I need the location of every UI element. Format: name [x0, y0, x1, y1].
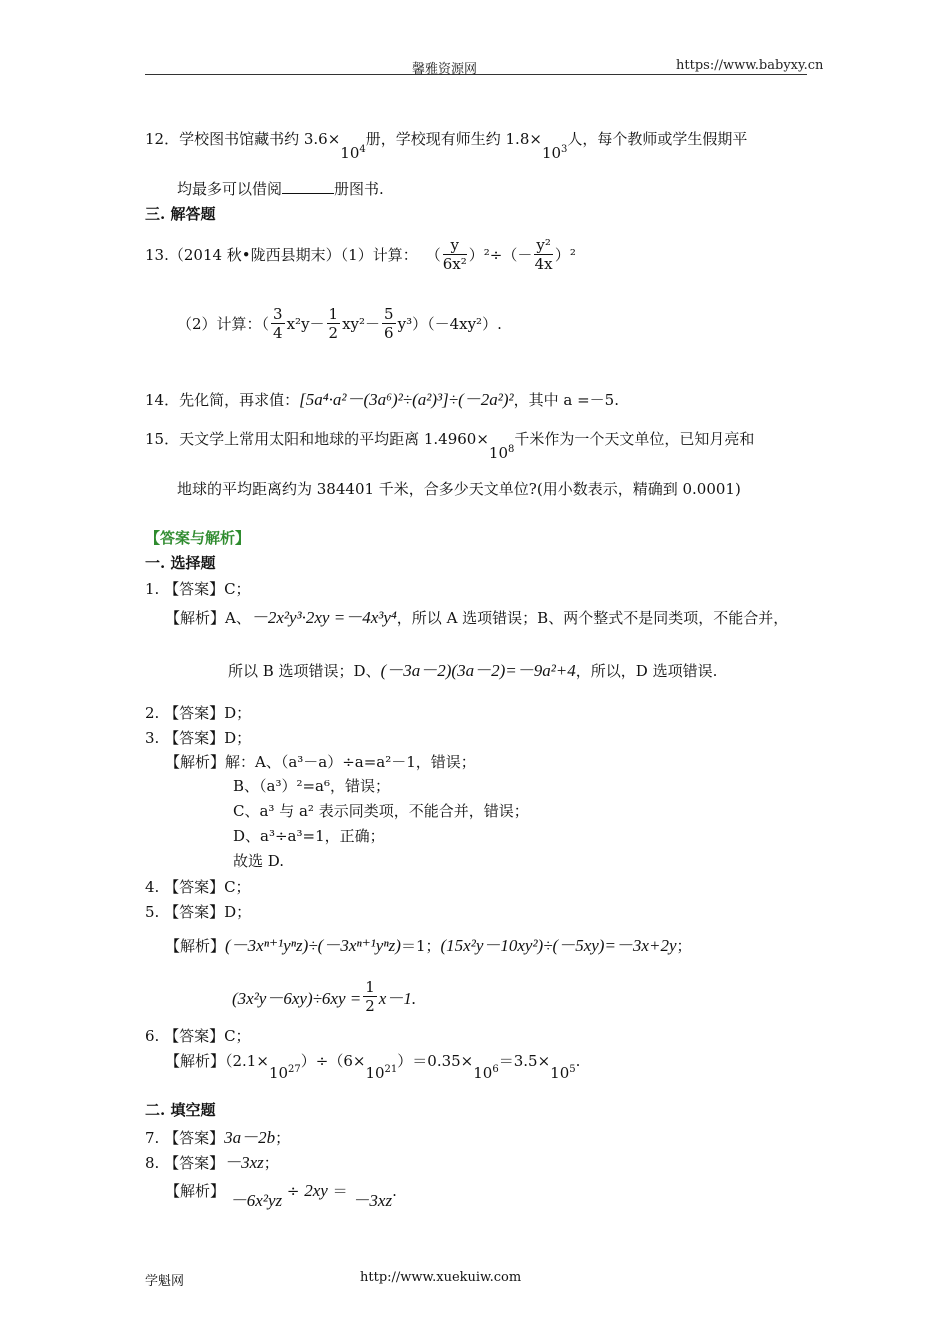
answer-1-explanation	[165, 603, 788, 628]
q13-f1-den: 6x²	[442, 255, 467, 273]
a8-label: 8. 【答案】	[145, 1154, 225, 1172]
answer-6-exp	[165, 1050, 581, 1082]
q13-end: ）²	[554, 246, 576, 264]
a6-p1-exp: 27	[288, 1064, 301, 1075]
a7-end: ；	[275, 1129, 291, 1147]
answer-5: 5. 【答案】D；	[145, 903, 252, 921]
answer-5-exp-2	[232, 978, 416, 1015]
q13-g1-num: 3	[273, 305, 283, 323]
question-12	[145, 128, 748, 162]
q13-g3-den: 6	[384, 324, 394, 342]
a1-line2-math: (－3a－2)(3a－2)=－9a²+4	[380, 661, 576, 680]
q14-tail: ，其中 a =－5.	[513, 391, 619, 409]
question-15-line2: 地球的平均距离约为 384401 千米，合多少天文单位?(用小数表示，精确到 0.0001)	[177, 480, 741, 498]
a7-math: 3a－2b	[224, 1128, 276, 1147]
a8-exp-eq: ＝	[332, 1182, 348, 1200]
answer-blank[interactable]	[282, 181, 334, 194]
answer-7	[145, 1123, 290, 1148]
a1-exp-label: 【解析】A、	[165, 609, 251, 627]
q13-f2-num: y²	[536, 236, 551, 254]
a6-p1: 10	[268, 1064, 289, 1082]
q13-t3: y³）（－4xy²）.	[397, 315, 502, 333]
a5-line2-math: (3x²y－6xy)÷6xy =	[232, 989, 362, 1008]
q15-text-a: 15．天文学上常用太阳和地球的平均距离 1.4960×	[145, 430, 489, 448]
q12-line2-a: 均最多可以借阅	[177, 180, 283, 198]
q13-g1-den: 4	[273, 324, 283, 342]
answer-1-explanation-2	[228, 656, 717, 681]
question-13	[145, 236, 576, 273]
q13-g3-num: 5	[384, 305, 394, 323]
q14-expression: [5a⁴·a²－(3a⁶)²÷(a²)³]÷(－2a²)²	[299, 390, 514, 409]
section-2-title: 二. 填空题	[145, 1101, 216, 1119]
a8-exp-label: 【解析】	[165, 1182, 226, 1200]
a8-exp-math3: －3xz	[352, 1191, 393, 1210]
answer-3-exp-3: C、a³ 与 a² 表示同类项，不能合并，错误；	[233, 802, 529, 820]
footer-left: 学魁网	[145, 1274, 185, 1289]
section-3-title: 三. 解答题	[145, 205, 216, 223]
q12-power-exp: 4	[359, 144, 366, 155]
header-rule	[145, 74, 807, 75]
a5-math-2: (15x²y－10xy²)÷(－5xy)=－3x+2y	[440, 936, 677, 955]
q13-f1-num: y	[443, 236, 467, 255]
footer-url[interactable]: http://www.xuekuiw.com	[360, 1270, 522, 1285]
q13-paren: （	[425, 246, 441, 264]
a8-end: ；	[263, 1154, 279, 1172]
a5-fraction	[363, 978, 377, 1015]
answer-3-exp-5: 故选 D.	[233, 852, 285, 870]
a6-p2-exp: 21	[384, 1064, 398, 1075]
a6-t2: ）÷（6×	[300, 1052, 366, 1070]
a8-exp-div: ÷	[286, 1182, 300, 1200]
q12-power-base: 10	[340, 144, 360, 162]
a6-p3: 10	[473, 1064, 493, 1082]
q15-text-c: 千米作为一个天文单位，已知月亮和	[514, 430, 755, 448]
a8-exp-math2: 2xy	[304, 1181, 328, 1200]
a8-math: －3xz	[224, 1153, 264, 1172]
answer-4: 4. 【答案】C；	[145, 878, 251, 896]
q13-f2-den: 4x	[534, 255, 553, 273]
a5-exp-label: 【解析】	[165, 937, 226, 955]
answer-1: 1. 【答案】C；	[145, 580, 251, 598]
question-12-line2	[177, 178, 384, 199]
q13-g3	[382, 305, 396, 342]
a5-frac-den: 2	[365, 997, 375, 1015]
question-14	[145, 385, 619, 410]
a5-math-1: (－3xⁿ⁺¹yⁿz)÷(－3xⁿ⁺¹yⁿz)	[225, 936, 401, 955]
q12-power2-exp: 3	[561, 144, 568, 155]
q13-label: 13.（2014 秋•陇西县期末）（1）计算：	[145, 246, 418, 264]
q13-t1: x²y－	[286, 315, 325, 333]
q12-text-a: 12．学校图书馆藏书约 3.6×	[145, 130, 341, 148]
answer-3: 3. 【答案】D；	[145, 729, 252, 747]
a5-line2-tail: x－1.	[378, 989, 417, 1008]
answer-6: 6. 【答案】C；	[145, 1027, 251, 1045]
q14-label: 14．先化简，再求值：	[145, 391, 300, 409]
q13-fraction-2	[534, 236, 553, 273]
q13-fraction-1	[443, 236, 467, 273]
header-url[interactable]: https://www.babyxy.cn	[676, 58, 824, 73]
a7-label: 7. 【答案】	[145, 1129, 225, 1147]
a6-p2: 10	[365, 1064, 385, 1082]
q13-g2-den: 2	[328, 324, 339, 342]
section-1-title: 一. 选择题	[145, 554, 216, 572]
a6-p3-exp: 6	[492, 1064, 499, 1075]
q12-text-e: 人，每个教师或学生假期平	[567, 130, 748, 148]
answer-8-exp	[165, 1176, 397, 1210]
a8-exp-math1: －6x²yz	[229, 1191, 283, 1210]
a1-exp-tail: ，所以 A 选项错误；B、两个整式不是同类项，不能合并，	[396, 609, 789, 627]
q13-t2: xy²－	[342, 315, 381, 333]
answers-title: 【答案与解析】	[145, 529, 251, 547]
q13-g2-num: 1	[328, 305, 339, 323]
q12-line2-b: 册图书.	[334, 180, 384, 198]
q13-g1	[271, 305, 285, 342]
a6-p4-exp: 5	[569, 1064, 576, 1075]
header-site-name: 馨雅资源网	[412, 62, 478, 77]
a5-eq: ＝1；	[400, 937, 441, 955]
q13-op: ）²÷（－	[468, 246, 533, 264]
a1-exp-math: －2x²y³·2xy =－4x³y⁴	[250, 608, 397, 627]
a6-t1: 【解析】（2.1×	[165, 1052, 269, 1070]
q15-power-exp: 8	[508, 444, 515, 455]
a5-end: ；	[676, 937, 692, 955]
answer-3-exp-2: B、（a³）²=a⁶，错误；	[233, 777, 391, 795]
a5-frac-num: 1	[365, 978, 375, 996]
answer-3-exp-4: D、a³÷a³=1，正确；	[233, 827, 385, 845]
a6-p4: 10	[550, 1064, 570, 1082]
answer-2: 2. 【答案】D；	[145, 704, 252, 722]
a1-line2-b: ，所以，D 选项错误.	[575, 662, 718, 680]
q15-power-base: 10	[488, 444, 509, 462]
a1-line2-a: 所以 B 选项错误；D、	[228, 662, 381, 680]
question-13-part2	[177, 305, 502, 342]
a6-t3: ）＝0.35×	[397, 1052, 474, 1070]
q12-text-c: 册，学校现有师生约 1.8×	[365, 130, 542, 148]
answer-3-exp-1: 【解析】解：A、（a³－a）÷a=a²－1，错误；	[165, 753, 476, 771]
question-15	[145, 428, 755, 462]
answer-5-exp-1	[165, 931, 692, 956]
a8-exp-end: .	[392, 1182, 397, 1200]
answer-8	[145, 1148, 279, 1173]
a6-t4: ＝3.5×	[498, 1052, 551, 1070]
q13-part2-label: （2）计算：（	[177, 315, 270, 333]
a6-end: .	[575, 1052, 581, 1070]
q13-g2	[327, 305, 341, 342]
q12-power2-base: 10	[541, 144, 562, 162]
